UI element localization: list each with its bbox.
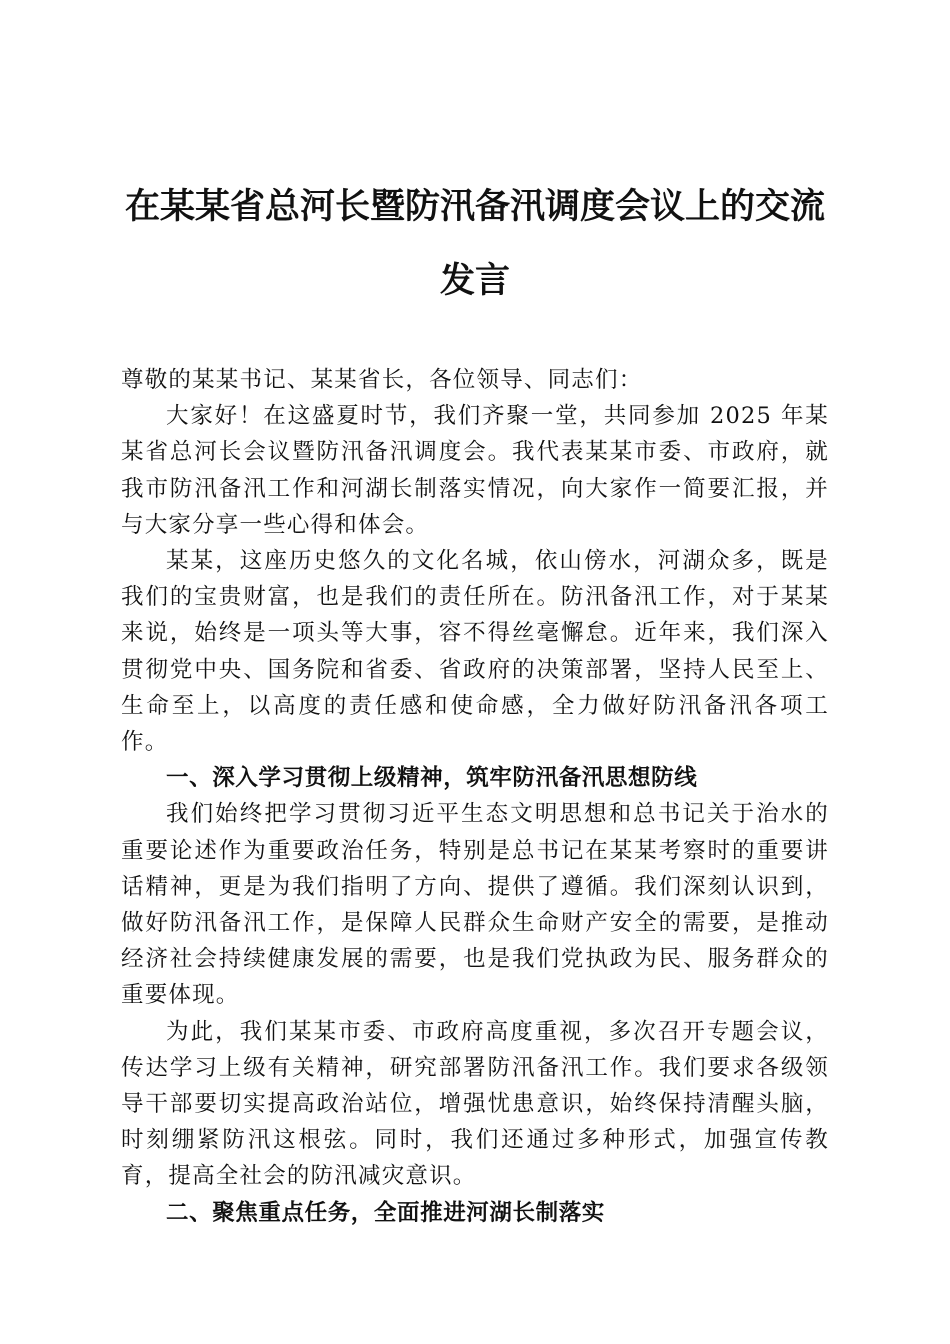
section-1-paragraph-2: 为此，我们某某市委、市政府高度重视，多次召开专题会议，传达学习上级有关精神，研究部署防汛备汛工作。我们要求各级领导干部要切实提高政治站位，增强忧患意识，始终保持清醒头脑，时刻绷紧防汛这根弦。同时，我们还通过多种形式，加强宣传教育，提高全社会的防汛减灾意识。 — [121, 1018, 829, 1190]
paragraph-intro: 某某，这座历史悠久的文化名城，依山傍水，河湖众多，既是我们的宝贵财富，也是我们的责任所在。防汛备汛工作，对于某某来说，始终是一项头等大事，容不得丝毫懈怠。近年来，我们深入贯彻党中央、国务院和省委、省政府的决策部署，坚持人民至上、生命至上，以高度的责任感和使命感，全力做好防汛备汛各项工作。 — [121, 548, 829, 756]
section-2-heading: 二、聚焦重点任务，全面推进河湖长制落实 — [166, 1199, 605, 1226]
paragraph-greeting: 大家好！在这盛夏时节，我们齐聚一堂，共同参加 2025 年某某省总河长会议暨防汛备汛调度会。我代表某某市委、市政府，就我市防汛备汛工作和河湖长制落实情况，向大家作一简要汇报，并与大家分享一些心得和体会。 — [121, 403, 829, 538]
section-1-paragraph-1: 我们始终把学习贯彻习近平生态文明思想和总书记关于治水的重要论述作为重要政治任务，特别是总书记在某某考察时的重要讲话精神，更是为我们指明了方向、提供了遵循。我们深刻认识到，做好防汛备汛工作，是保障人民群众生命财产安全的需要，是推动经济社会持续健康发展的需要，也是我们党执政为民、服务群众的重要体现。 — [121, 801, 829, 1009]
document-body — [121, 362, 829, 1231]
title-line-2: 发言 — [439, 260, 510, 301]
section-1-heading: 一、深入学习贯彻上级精神，筑牢防汛备汛思想防线 — [166, 765, 698, 792]
document-title — [100, 170, 850, 318]
salutation: 尊敬的某某书记、某某省长，各位领导、同志们： — [121, 367, 643, 393]
title-line-1: 在某某省总河长暨防汛备汛调度会议上的交流 — [124, 186, 825, 227]
